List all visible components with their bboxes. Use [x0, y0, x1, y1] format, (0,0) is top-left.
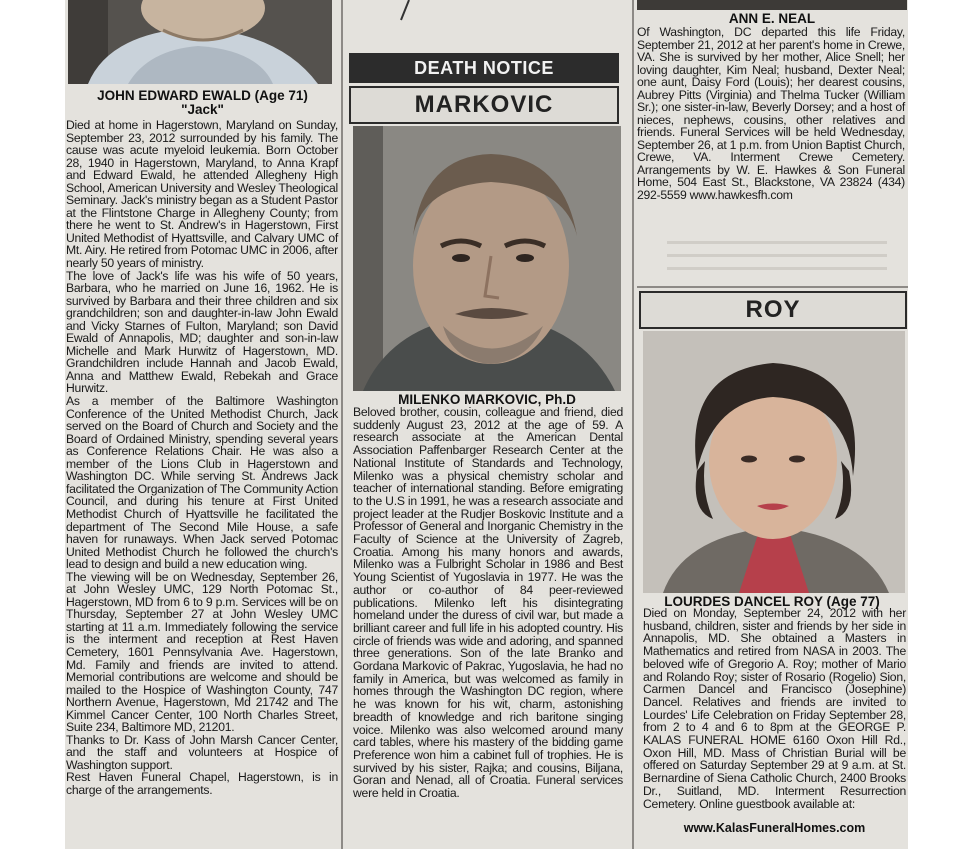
markovic-portrait-image: [353, 126, 621, 391]
neal-name: ANN E. NEAL: [728, 11, 816, 26]
column-divider: [632, 0, 634, 849]
roy-funeral-home-url[interactable]: www.KalasFuneralHomes.com: [683, 821, 866, 835]
ewald-nickname: "Jack": [181, 102, 224, 117]
markovic-photo: [353, 126, 621, 391]
ewald-body: [66, 119, 338, 797]
roy-portrait-image: [643, 331, 905, 593]
neal-photo-edge: [637, 0, 907, 10]
newspaper-clipping: [65, 0, 908, 849]
column-divider: [341, 0, 343, 849]
roy-body: [643, 607, 906, 810]
ewald-portrait-image: [68, 0, 332, 84]
roy-name: LOURDES DANCEL ROY (Age 77): [664, 594, 880, 609]
roy-paragraph: Died on Monday, September 24, 2012 with her husband, children, sister and friends by her side in Annapolis, MD. She obtained a Masters in Mathematics and retired from NASA in 2003. The beloved wife of Gregorio A. Roy; mother of Mario and Rolando Roy; sister of Rosario (Rogelio) Sion, Carmen Dancel and Francisco (Josephine) Dancel. Relatives and friends are invited to Lourdes' Life Celebration on Friday September 28, from 2 to 4 and 6 to 8pm at the GEORGE P. KALAS FUNERAL HOME 6160 Oxon Hill Rd., Oxon Hill, MD. Mass of Christian Burial will be offered on Saturday September 29 at 9 a.m. at St. Bernardine of Siena Catholic Church, 2400 Brooks Dr., Suitland, MD. Interment Resurrection Cemetery. Online guestbook available at:: [643, 606, 906, 811]
roy-surname-box: ROY: [639, 291, 907, 329]
ewald-paragraph: Rest Haven Funeral Chapel, Hagerstown, is in charge of the arrangements.: [66, 770, 338, 797]
ewald-name: JOHN EDWARD EWALD (Age 71): [97, 88, 308, 103]
ewald-paragraph: Thanks to Dr. Kass of John Marsh Cancer Center, and the staff and volunteers at Hospice of Washington support.: [66, 732, 338, 772]
ewald-photo: [68, 0, 332, 84]
neal-paragraph: Of Washington, DC departed this life Friday, September 21, 2012 at her parent's home in Crewe, VA. She is survived by her mother, Alice Snell; her loving daughter, Kim Neal; husband, Dexter Neal; one aunt, Daisy Ford (Louis); her dearest cousins, Aubrey Pitts (Virginia) and Thelma Tucker (William Sr.); one sister-in-law, Beverly Dorsey; and a host of nieces, nephews, cousins, other relatives and friends. Funeral Services will be held Wednesday, September 26, at 1 p.m. from Union Baptist Church, Crewe, VA. Interment Crewe Cemetery. Arrangements by W. E. Hawkes & Son Funeral Home, 504 East St., Blackstone, VA 23824 (434) 292-5559 www.hawkesfh.com: [637, 25, 905, 202]
markovic-surname-box: MARKOVIC: [349, 86, 619, 124]
right-column: [637, 0, 908, 849]
faded-background-text: [667, 234, 887, 274]
headline-script-fragment: [347, 0, 630, 30]
markovic-name: MILENKO MARKOVIC, Ph.D: [398, 392, 576, 407]
obituary-ewald: [65, 0, 340, 849]
markovic-paragraph: Beloved brother, cousin, colleague and friend, died suddenly August 23, 2012 at the age of 59. A research associate at the American Dental Association Paffenbarger Research Center at the National Institute of Standards and Technology, Milenko was a physical chemistry scholar and teacher of international standing. Before emigrating to the U.S in 1991, he was a research associate and project leader at the Rudjer Boskovic Institute and a Professor of General and Inorganic Chemistry in the Faculty of Science at the University of Zagreb, Croatia. Among his many honors and awards, Milenko was a Fulbright Scholar in 1986 and Best Young Scientist of Yugoslavia in 1977. He was the author or co-author of 84 peer-reviewed publications. Milenko left his disintegrating homeland under the duress of civil war, but made a brilliant career and full life in his adopted country. His circle of friends was wide and adoring, and spanned three generations. Son of the late Branko and Gordana Markovic of Pakrac, Yugoslavia, he had no family in America, but was welcomed as family in homes through the Washington DC region, where he was known for his wit, charm, astonishing breadth of knowledge and rich baritone singing voice. Milenko was also welcomed around many card tables, where his mastery of the bidding game Preference won him a cabinet full of trophies. He is survived by his sister, Rajka; and cousins, Biljana, Goran and Nenad, all of Croatia. Funeral services were held in Croatia.: [353, 405, 623, 801]
neal-body: [637, 26, 905, 201]
ewald-paragraph: Died at home in Hagerstown, Maryland on Sunday, September 23, 2012 surrounded by his family. The cause was acute myeloid leukemia. Born October 28, 1940 in Hagerstown, Maryland, to Anna Krapf and Edward Ewald, he attended Allegheny High School, American University and Wesley Theological Seminary. Jack's ministry began as a Student Pastor at the Flintstone Charge in Allegheny County; from there he went to St. Andrew's in Hagerstown, First United Methodist of Hyattsville, and Calvary UMC of Mt. Airy. He retired from Potomac UMC in 2006, after nearly 50 years of ministry.: [66, 118, 338, 271]
obituary-markovic: [347, 0, 630, 849]
ewald-paragraph: The love of Jack's life was his wife of 50 years, Barbara, who he married on June 16, 1962. He is survived by Barbara and their three children and six grandchildren; son and daughter-in-law John Ewald and Vicky Starnes of Fulton, Maryland; son David Ewald of Annapolis, MD; daughter and son-in-law Michelle and Mark Hurwitz of Hagerstown, MD. Grandchildren include Hannah and Jacob Ewald, Anna and Matthew Ewald, Rebekah and Grace Hurwitz.: [66, 268, 338, 396]
ewald-paragraph: The viewing will be on Wednesday, September 26, at John Wesley UMC, 129 North Potomac St., Hagerstown, MD from 6 to 9 p.m. Services will be on Thursday, September 27 at John Wesley UMC starting at 11 a.m. Immediately following the service is the interment and reception at Rest Haven Cemetery, 1601 Pennsylvania Ave. Hagerstown, Md. Family and friends are invited to attend. Memorial contributions are welcome and should be mailed to the Hospice of Washington County, 747 Northern Avenue, Hagerstown, Md 21742 and The Kimmel Cancer Center, 100 North Charles Street, Suite 234, Baltimore MD, 21201.: [66, 569, 338, 735]
ewald-paragraph: As a member of the Baltimore Washington Conference of the United Methodist Church, Jack served on the Board of Church and Society and the Board of Ordained Ministry, spending several years as Conference Relations Chair. He was also a member of the Lions Club in Hagerstown and Washington DC. While serving St. Andrews Jack facilitated the Organization of The Community Action Council, and during his tenure at First United Methodist Church of Hyattsville he facilitated the department of The Second Mile House, a safe haven for runaways. When Jack served Potomac United Methodist Church he followed the church's lead to design and build a new education wing.: [66, 394, 338, 572]
markovic-body: [353, 406, 623, 800]
section-divider: [637, 286, 908, 288]
roy-photo: [643, 331, 905, 593]
death-notice-banner: DEATH NOTICE: [349, 53, 619, 83]
